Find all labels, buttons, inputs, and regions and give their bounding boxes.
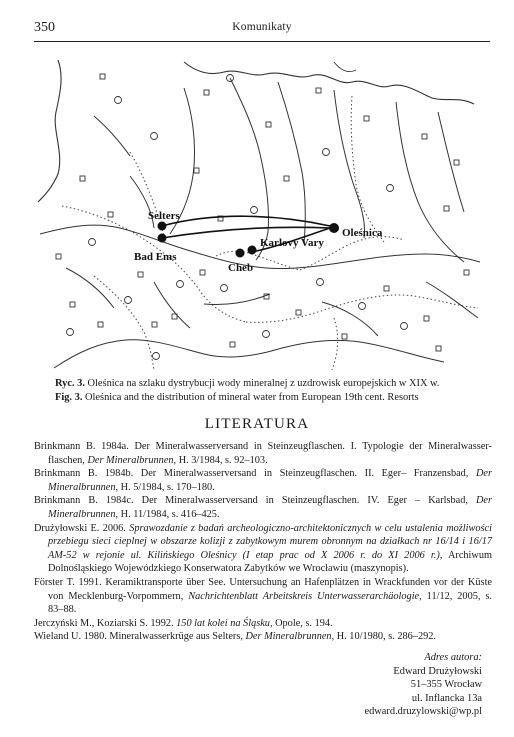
reference-item: Drużyłowski E. 2006. Sprawozdanie z badań archeologiczno-architektonicznych w celu ustalenia możliwości przebiegu sieci cieplnej w obszarze kolizji z zabytkowym murem obronnym na działkach nr 16/14 i 16/17 AM-52 w rejonie ul. Kilińskiego Oleśnicy (I etap prac od X 2006 r. do XI 2006 r.), Archiwum Dolnośląskiego Wojewódzkiego Konserwatora Zabytków we Wrocławiu (maszynopis). bbox=[34, 522, 492, 575]
reference-item: Jerczyński M., Koziarski S. 1992. 150 lat kolei na Śląsku, Opole, s. 194. bbox=[34, 617, 333, 629]
address-label: Adres autora: bbox=[424, 652, 482, 663]
label-cheb: Cheb bbox=[228, 262, 254, 274]
distribution-map bbox=[34, 56, 480, 372]
caption-en: Fig. 3. Oleśnica and the distribution of mineral water from European 19th cent. Resorts bbox=[55, 392, 419, 403]
reference-item: Brinkmann B. 1984a. Der Mineralwasserversand in Steinzeugflaschen. I. Typologie der Mineralwasser-flaschen, Der Mineralbrunnen, H. 3/1984, s. 92–103. bbox=[34, 441, 492, 466]
bad-ems-marker bbox=[158, 234, 167, 243]
header-rule bbox=[34, 41, 490, 42]
author-email[interactable]: edward.druzylowski@wp.pl bbox=[364, 706, 482, 717]
karlovy-vary-marker bbox=[248, 246, 257, 255]
author-city: 51–355 Wrocław bbox=[410, 679, 482, 690]
reference-item: Wieland U. 1980. Mineralwasserkrüge aus Selters, Der Mineralbrunnen, H. 10/1980, s. 286–292. bbox=[34, 631, 436, 643]
caption-pl: Ryc. 3. Oleśnica na szlaku dystrybucji wody mineralnej z uzdrowisk europejskich w XIX w. bbox=[55, 378, 440, 389]
cheb-marker bbox=[236, 249, 245, 258]
literature-heading: LITERATURA bbox=[204, 416, 310, 432]
figure-caption bbox=[55, 377, 495, 405]
reference-item: Brinkmann B. 1984b. Der Mineralwasserversand in Steinzeugflaschen. II. Eger– Franzensbad, Der Mineralbrunnen, H. 5/1984, s. 170–180. bbox=[34, 468, 492, 493]
author-address bbox=[300, 651, 482, 719]
author-name: Edward Drużyłowski bbox=[393, 665, 482, 677]
reference-item: Brinkmann B. 1984c. Der Mineralwasserversand in Steinzeugflaschen. IV. Eger – Karlsbad, Der Mineralbrunnen, H. 11/1984, s. 416–425. bbox=[34, 495, 492, 520]
label-bad-ems: Bad Ems bbox=[134, 251, 177, 263]
page-header bbox=[34, 20, 490, 38]
label-olesnica: Oleśnica bbox=[342, 227, 383, 239]
page-number: 350 bbox=[34, 20, 55, 35]
author-street: ul. Inflancka 13a bbox=[411, 692, 482, 704]
label-selters: Selters bbox=[148, 210, 180, 222]
olesnica-marker bbox=[329, 223, 339, 233]
reference-item: Förster T. 1991. Keramiktransporte über See. Untersuchung an Hafenplätzen in Wrackfunden vor der Küste von Mecklenburg-Vorpommern, Nachrichtenblatt Arbeitskreis Unterwasserarchäologie, 11/12, 2005, s. 83–88. bbox=[34, 576, 492, 616]
selters-marker bbox=[158, 222, 167, 231]
running-title: Komunikaty bbox=[232, 21, 292, 33]
label-karlovy-vary: Karlovy Vary bbox=[260, 237, 324, 249]
reference-list bbox=[34, 440, 492, 644]
